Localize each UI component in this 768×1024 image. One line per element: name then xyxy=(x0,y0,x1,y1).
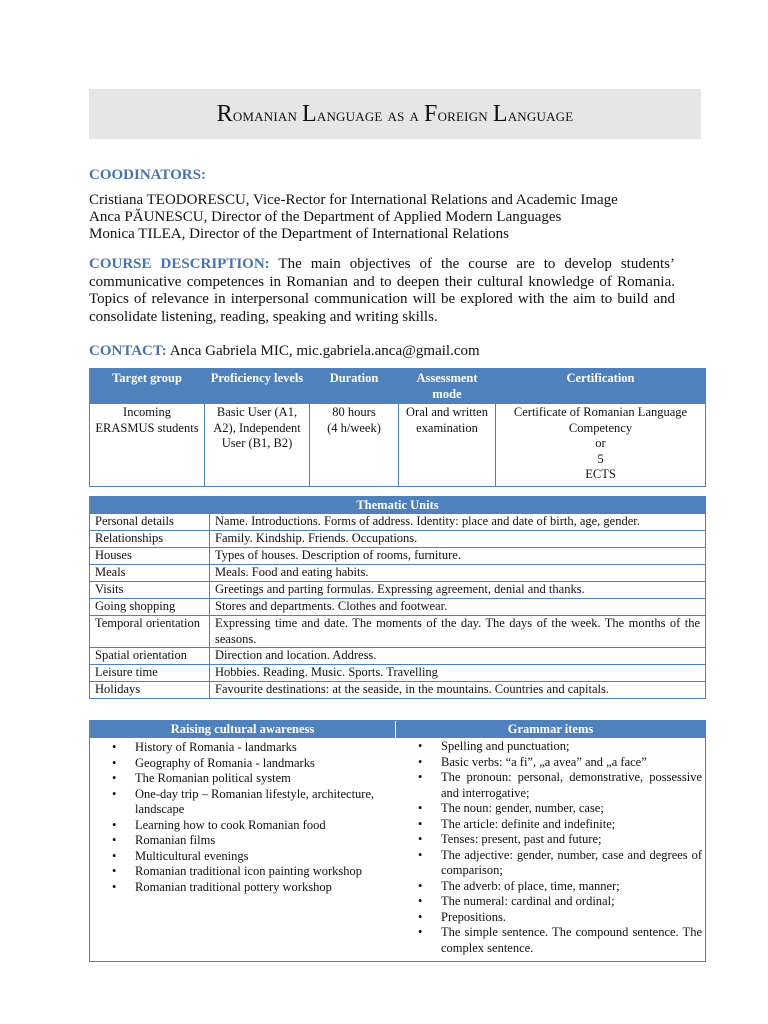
coordinator-line: Cristiana TEODORESCU, Vice-Rector for International Relations and Academic Image xyxy=(89,192,618,208)
grammar-column xyxy=(396,739,702,956)
table-row xyxy=(90,682,706,699)
unit-name: Meals xyxy=(90,565,210,582)
thematic-header: Thematic Units xyxy=(90,497,706,514)
unit-desc: Name. Introductions. Forms of address. Identity: place and date of birth, age, gender. xyxy=(210,514,706,531)
cultural-grammar-table xyxy=(89,720,706,962)
list-item: • The adjective: gender, number, case and degrees of comparison; xyxy=(396,848,702,879)
table-row xyxy=(90,565,706,582)
cell-proficiency: Basic User (A1, A2), Independent User (B1, B2) xyxy=(205,404,310,487)
thematic-units-table xyxy=(89,496,706,699)
unit-name: Leisure time xyxy=(90,665,210,682)
table-row xyxy=(90,548,706,565)
title-cap-3: F xyxy=(424,101,438,127)
title-cap-4: L xyxy=(492,101,508,127)
col-header-duration: Duration xyxy=(310,369,399,404)
title-rest-4: anguage xyxy=(507,105,574,126)
title-cap-2: L xyxy=(302,101,317,127)
cert-line: ECTS xyxy=(585,467,616,481)
unit-desc: Direction and location. Address. xyxy=(210,648,706,665)
contact-heading: CONTACT: xyxy=(89,343,167,359)
course-text: The main objectives of the course are to develop students’ communicative competences in Romanian and to deepen their cultural knowledge of Romania. Topics of relevance in interpersonal communication will be explored with the aim to build and consolidate listening, reading, speaking and writing skills. xyxy=(89,256,675,325)
table-row xyxy=(90,531,706,548)
table-row xyxy=(90,582,706,599)
cultural-column xyxy=(90,740,395,895)
coordinators-list xyxy=(89,192,701,243)
list-item: • Romanian traditional icon painting workshop xyxy=(90,864,395,880)
col-header-assessment: Assessment mode xyxy=(399,369,496,404)
table-row xyxy=(90,665,706,682)
list-item: • Romanian films xyxy=(90,833,395,849)
table-row xyxy=(90,514,706,531)
list-item: • Learning how to cook Romanian food xyxy=(90,818,395,834)
coordinator-line: Anca PĂUNESCU, Director of the Department of Applied Modern Languages xyxy=(89,209,562,225)
title-rest-2: anguage as a xyxy=(316,105,425,126)
course-heading: COURSE DESCRIPTION: xyxy=(89,256,270,272)
list-item: • The article: definite and indefinite; xyxy=(396,817,702,833)
contact xyxy=(89,343,480,360)
unit-name: Spatial orientation xyxy=(90,648,210,665)
page-title xyxy=(89,101,701,128)
cert-line: or xyxy=(595,436,606,450)
duration-weekly: (4 h/week) xyxy=(327,420,381,435)
unit-name: Temporal orientation xyxy=(90,616,210,648)
cell-target: Incoming ERASMUS students xyxy=(90,404,205,487)
unit-name: Going shopping xyxy=(90,599,210,616)
unit-name: Holidays xyxy=(90,682,210,699)
coordinator-line: Monica TILEA, Director of the Department of International Relations xyxy=(89,226,509,242)
course-description xyxy=(89,256,675,326)
list-item: • One-day trip – Romanian lifestyle, architecture, landscape xyxy=(90,787,395,818)
unit-name: Relationships xyxy=(90,531,210,548)
unit-desc: Types of houses. Description of rooms, furniture. xyxy=(210,548,706,565)
list-item: • The Romanian political system xyxy=(90,771,395,787)
title-rest-3: oreign xyxy=(437,105,493,126)
unit-name: Houses xyxy=(90,548,210,565)
cert-line: 5 xyxy=(597,451,604,466)
cert-line: Certificate of Romanian Language Competency xyxy=(513,405,688,435)
title-cap-1: R xyxy=(216,101,233,127)
unit-desc: Favourite destinations: at the seaside, in the mountains. Countries and capitals. xyxy=(210,682,706,699)
unit-desc: Stores and departments. Clothes and footwear. xyxy=(210,599,706,616)
table-row xyxy=(90,616,706,648)
unit-desc: Expressing time and date. The moments of the day. The days of the week. The months of the seasons. xyxy=(210,616,706,648)
list-item: • Basic verbs: “a fi”, „a avea” and „a face” xyxy=(396,755,702,771)
list-item: • The noun: gender, number, case; xyxy=(396,801,702,817)
list-item: • The simple sentence. The compound sentence. The complex sentence. xyxy=(396,925,702,956)
list-item: • Tenses: present, past and future; xyxy=(396,832,702,848)
table-row xyxy=(90,599,706,616)
unit-desc: Meals. Food and eating habits. xyxy=(210,565,706,582)
list-item: • Romanian traditional pottery workshop xyxy=(90,880,395,896)
list-item: • Geography of Romania - landmarks xyxy=(90,756,395,772)
unit-desc: Greetings and parting formulas. Expressing agreement, denial and thanks. xyxy=(210,582,706,599)
list-item: • The adverb: of place, time, manner; xyxy=(396,879,702,895)
list-item: • History of Romania - landmarks xyxy=(90,740,395,756)
list-item: • Prepositions. xyxy=(396,910,702,926)
cultural-header: Raising cultural awareness xyxy=(90,721,396,738)
cell-assessment: Oral and written examination xyxy=(399,404,496,487)
list-item: • The pronoun: personal, demonstrative, possessive and interrogative; xyxy=(396,770,702,801)
unit-name: Personal details xyxy=(90,514,210,531)
title-rest-1: omanian xyxy=(232,105,302,126)
contact-text: Anca Gabriela MIC, mic.gabriela.anca@gmail.com xyxy=(169,343,480,359)
unit-desc: Hobbies. Reading. Music. Sports. Travelling xyxy=(210,665,706,682)
col-header-target: Target group xyxy=(90,369,205,404)
cell-certification xyxy=(496,404,706,487)
list-item: • The numeral: cardinal and ordinal; xyxy=(396,894,702,910)
course-info-table xyxy=(89,368,706,487)
coordinators-heading: COODINATORS: xyxy=(89,167,206,183)
cultural-grammar-header xyxy=(90,721,705,738)
col-header-proficiency: Proficiency levels xyxy=(205,369,310,404)
table-row xyxy=(90,648,706,665)
col-header-certification: Certification xyxy=(496,369,706,404)
title-box xyxy=(89,89,701,139)
unit-name: Visits xyxy=(90,582,210,599)
list-item: • Spelling and punctuation; xyxy=(396,739,702,755)
grammar-header: Grammar items xyxy=(507,722,594,736)
duration-hours: 80 hours xyxy=(332,405,376,419)
list-item: • Multicultural evenings xyxy=(90,849,395,865)
unit-desc: Family. Kindship. Friends. Occupations. xyxy=(210,531,706,548)
cell-duration xyxy=(310,404,399,487)
